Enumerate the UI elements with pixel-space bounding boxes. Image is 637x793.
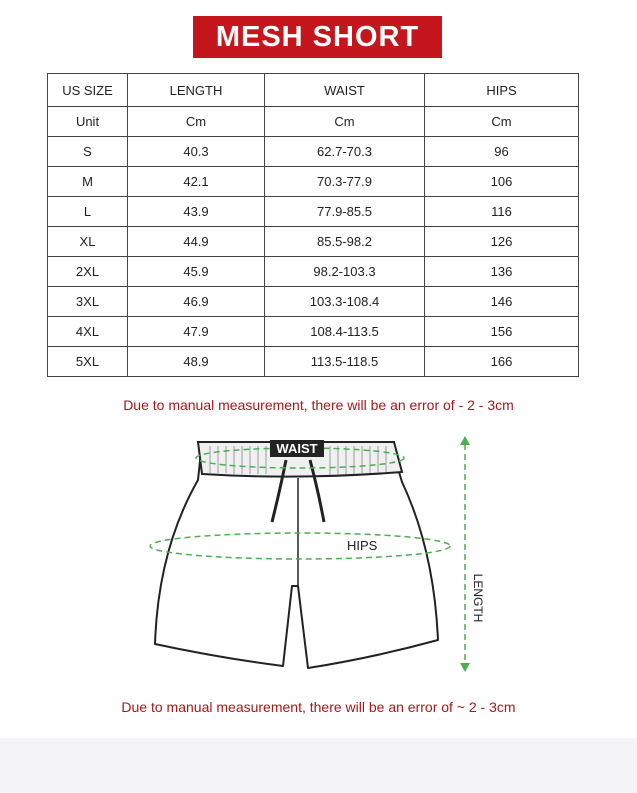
unit-length: Cm	[128, 107, 265, 137]
table-row	[48, 317, 579, 347]
measurement-note-top: Due to manual measurement, there will be an error of - 2 - 3cm	[123, 397, 514, 413]
cell-length: 45.9	[128, 257, 265, 287]
cell-waist: 108.4-113.5	[265, 317, 425, 347]
cell-length: 48.9	[128, 347, 265, 377]
cell-length: 42.1	[128, 167, 265, 197]
length-arrow-up	[460, 436, 470, 445]
cell-waist: 77.9-85.5	[265, 197, 425, 227]
header-size: US SIZE	[48, 74, 128, 107]
length-label: LENGTH	[471, 573, 485, 623]
cell-size: 3XL	[48, 287, 128, 317]
cell-waist: 62.7-70.3	[265, 137, 425, 167]
table-row	[48, 197, 579, 227]
cell-size: 4XL	[48, 317, 128, 347]
unit-row	[48, 107, 579, 137]
cell-waist: 98.2-103.3	[265, 257, 425, 287]
unit-label: Unit	[48, 107, 128, 137]
cell-length: 46.9	[128, 287, 265, 317]
cell-size: 5XL	[48, 347, 128, 377]
header-waist: WAIST	[265, 74, 425, 107]
table-row	[48, 287, 579, 317]
footer-band	[0, 738, 637, 793]
unit-waist: Cm	[265, 107, 425, 137]
unit-hips: Cm	[425, 107, 579, 137]
shorts-diagram	[140, 430, 500, 680]
table-row	[48, 167, 579, 197]
cell-length: 44.9	[128, 227, 265, 257]
cell-waist: 85.5-98.2	[265, 227, 425, 257]
cell-size: M	[48, 167, 128, 197]
cell-size: 2XL	[48, 257, 128, 287]
cell-length: 47.9	[128, 317, 265, 347]
size-table	[47, 73, 579, 377]
table-row	[48, 347, 579, 377]
cell-length: 43.9	[128, 197, 265, 227]
header-length: LENGTH	[128, 74, 265, 107]
hips-label: HIPS	[347, 538, 378, 553]
cell-hips: 136	[425, 257, 579, 287]
cell-waist: 103.3-108.4	[265, 287, 425, 317]
page-title: MESH SHORT	[193, 16, 442, 58]
measurement-note-bottom: Due to manual measurement, there will be an error of ~ 2 - 3cm	[121, 699, 516, 715]
waist-label: WAIST	[276, 441, 318, 456]
length-arrow-down	[460, 663, 470, 672]
cell-hips: 96	[425, 137, 579, 167]
table-row	[48, 137, 579, 167]
header-hips: HIPS	[425, 74, 579, 107]
table-header-row	[48, 74, 579, 107]
cell-hips: 166	[425, 347, 579, 377]
cell-waist: 70.3-77.9	[265, 167, 425, 197]
cell-hips: 156	[425, 317, 579, 347]
cell-size: L	[48, 197, 128, 227]
cell-length: 40.3	[128, 137, 265, 167]
cell-size: XL	[48, 227, 128, 257]
table-row	[48, 227, 579, 257]
cell-size: S	[48, 137, 128, 167]
cell-hips: 106	[425, 167, 579, 197]
cell-hips: 116	[425, 197, 579, 227]
cell-waist: 113.5-118.5	[265, 347, 425, 377]
cell-hips: 126	[425, 227, 579, 257]
table-row	[48, 257, 579, 287]
cell-hips: 146	[425, 287, 579, 317]
